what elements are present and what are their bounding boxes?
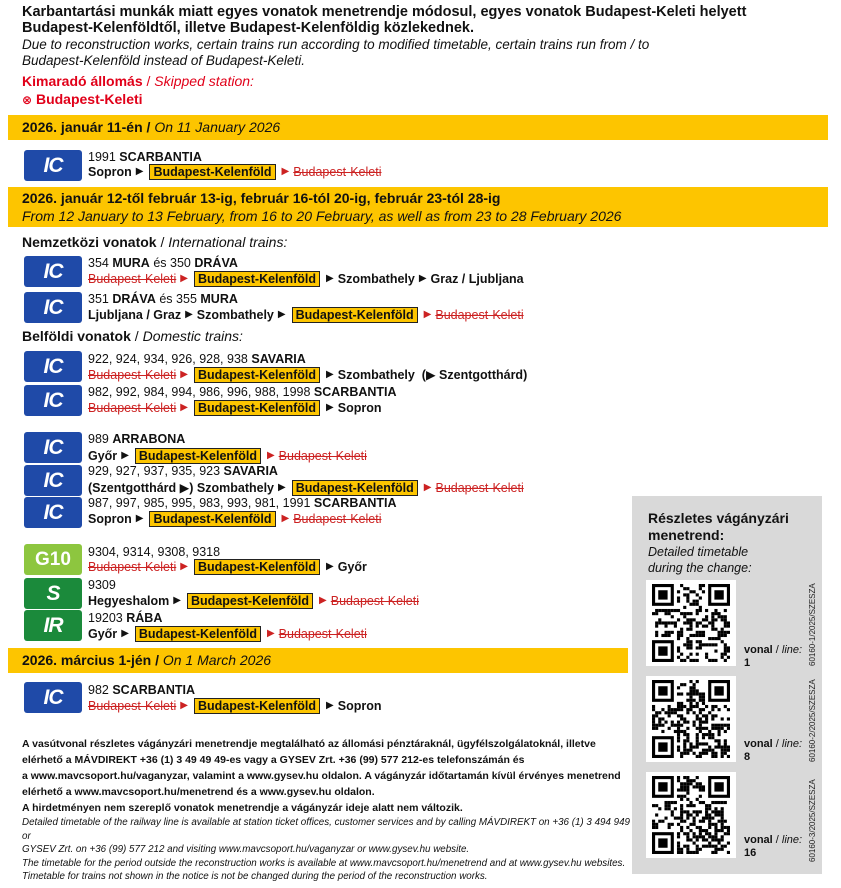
train-12-route xyxy=(88,698,381,714)
train-3-number xyxy=(88,292,238,306)
station-kelenfold: Budapest-Kelenföld xyxy=(135,448,261,464)
train-4-num: 922, 924, 934, 926, 928, 938 xyxy=(88,352,248,366)
intl-sep: / xyxy=(156,234,169,250)
header-en-line1: Due to reconstruction works, certain trains run according to modified timetable, certain trains run from / to xyxy=(22,37,650,52)
qr-code-line-16[interactable] xyxy=(646,772,736,858)
line-number: 16 xyxy=(744,847,757,859)
train-3-num: 351 xyxy=(88,292,109,306)
station-keleti-skipped: Budapest-Keleti xyxy=(278,627,367,641)
train-6-route xyxy=(88,448,367,464)
train-4-number xyxy=(88,352,306,366)
train-12-number xyxy=(88,683,195,697)
train-8-name: SCARBANTIA xyxy=(313,496,397,510)
train-7-num: 929, 927, 937, 935, 923 xyxy=(88,464,221,478)
sidebar-title-1: Részletes vágányzári xyxy=(648,510,789,526)
arrow-icon: ▶ xyxy=(121,628,129,639)
section-mar1-en: On 1 March 2026 xyxy=(162,652,272,668)
ic-logo: IC xyxy=(24,465,82,496)
arrow-icon: ▶ xyxy=(319,595,327,606)
station-keleti-skipped: Budapest-Keleti xyxy=(435,308,524,322)
train-2-num: 354 xyxy=(88,256,109,270)
station-kelenfold: Budapest-Kelenföld xyxy=(149,511,275,527)
qr-label-1 xyxy=(744,644,802,670)
train-10-route xyxy=(88,593,419,609)
qr-code-line-1[interactable] xyxy=(646,580,736,666)
train-3-name2: MURA xyxy=(200,292,238,306)
dom-en: Domestic trains: xyxy=(142,328,243,344)
station: Sopron xyxy=(88,512,132,526)
qr-label-8 xyxy=(744,738,802,764)
g10-logo: G10 xyxy=(24,544,82,575)
arrow-icon: ▶ xyxy=(180,561,188,572)
section-mar1-sep: / xyxy=(151,652,163,668)
arrow-icon: ▶ xyxy=(180,369,188,380)
arrow-icon: ▶ xyxy=(281,166,290,177)
train-1-num: 1991 xyxy=(88,150,116,164)
arrow-icon: ▶ xyxy=(277,309,286,320)
train-1-number xyxy=(88,150,202,164)
station-keleti-skipped: Budapest-Keleti xyxy=(293,165,382,179)
train-5-name: SCARBANTIA xyxy=(313,385,397,399)
line-number: 1 xyxy=(744,657,751,669)
station: Szombathely xyxy=(337,368,415,382)
timetable-sidebar xyxy=(632,496,822,874)
section-jan11 xyxy=(8,115,828,140)
arrow-icon: ▶ xyxy=(266,450,275,461)
arrow-icon: ▶ xyxy=(180,700,188,711)
notes xyxy=(22,736,632,884)
train-7-number xyxy=(88,464,278,478)
intl-heading xyxy=(22,234,287,250)
section-mar1 xyxy=(8,648,628,673)
header-en-line2: Budapest-Kelenföld instead of Budapest-Keleti. xyxy=(22,53,305,68)
station: Hegyeshalom xyxy=(88,594,170,608)
qr-code-icon xyxy=(650,680,732,758)
sidebar-title-2: menetrend: xyxy=(648,527,725,543)
dom-heading xyxy=(22,328,243,344)
train-5-route xyxy=(88,400,381,416)
train-7-name: SAVARIA xyxy=(223,464,278,478)
train-3-name: DRÁVA xyxy=(112,292,156,306)
vonal-sep: / xyxy=(772,644,782,656)
arrow-icon: ▶ xyxy=(135,166,144,177)
ic-logo: IC xyxy=(24,256,82,287)
train-2-name2: DRÁVA xyxy=(194,256,238,270)
vonal-en: line: xyxy=(781,738,803,750)
train-1-route xyxy=(88,164,381,180)
train-6-num: 989 xyxy=(88,432,109,446)
note-en-1: Detailed timetable of the railway line is available at station ticket offices, customer services and by calling MÁVDIREKT on +36 (1) 3 494 949 or xyxy=(22,817,630,842)
train-12-num: 982 xyxy=(88,683,109,697)
sidebar-sub-1: Detailed timetable xyxy=(648,545,749,559)
note-en-4: Timetable for trains not shown in the notice is not be changed during the period of the reconstruction works. xyxy=(22,871,488,882)
station: (▶ Szentgotthárd) xyxy=(421,368,528,382)
arrow-icon: ▶ xyxy=(135,513,144,524)
section-period-en: From 12 January to 13 February, from 16 to 20 February, as well as from 23 to 28 February 2026 xyxy=(22,208,622,224)
qr-code-icon xyxy=(650,584,732,662)
station: Győr xyxy=(337,560,367,574)
station-kelenfold: Budapest-Kelenföld xyxy=(194,698,320,714)
station-keleti-skipped: Budapest-Keleti xyxy=(293,512,382,526)
dom-hu: Belföldi vonatok xyxy=(22,328,131,344)
train-2-route xyxy=(88,271,524,287)
vonal-hu: vonal xyxy=(744,834,773,846)
train-6-name: ARRABONA xyxy=(112,432,186,446)
arrow-icon: ▶ xyxy=(278,482,286,493)
and-word: és xyxy=(159,292,173,306)
skipped-en: Skipped station: xyxy=(154,73,254,89)
skipped-label xyxy=(22,73,254,89)
ic-logo: IC xyxy=(24,351,82,382)
station-kelenfold: Budapest-Kelenföld xyxy=(194,367,320,383)
arrow-icon: ▶ xyxy=(423,482,432,493)
station-keleti-skipped: Budapest-Keleti xyxy=(88,401,177,415)
station-kelenfold: Budapest-Kelenföld xyxy=(135,626,261,642)
train-12-name: SCARBANTIA xyxy=(112,683,195,697)
station-keleti-skipped: Budapest-Keleti xyxy=(88,560,177,574)
train-3-num2: 355 xyxy=(176,292,197,306)
arrow-icon: ▶ xyxy=(326,273,334,284)
sidebar-sub-2: during the change: xyxy=(648,561,752,575)
train-9-number xyxy=(88,545,220,559)
station-keleti-skipped: Budapest-Keleti xyxy=(88,699,177,713)
ic-logo: IC xyxy=(24,385,82,416)
arrow-icon: ▶ xyxy=(180,402,188,413)
train-5-num: 982, 992, 984, 994, 986, 996, 988, 1998 xyxy=(88,385,311,399)
train-1-name: SCARBANTIA xyxy=(119,150,202,164)
section-jan11-sep: / xyxy=(142,119,155,135)
section-period-hu: 2026. január 12-től február 13-ig, február 16-tól 20-ig, február 23-tól 28-ig xyxy=(22,190,501,206)
arrow-icon: ▶ xyxy=(326,561,334,572)
ic-logo: IC xyxy=(24,292,82,323)
arrow-icon: ▶ xyxy=(173,595,181,606)
train-4-route xyxy=(88,367,527,383)
station-kelenfold: Budapest-Kelenföld xyxy=(194,400,320,416)
station: Szombathely xyxy=(337,272,415,286)
train-6-number xyxy=(88,432,185,446)
station-keleti-skipped: Budapest-Keleti xyxy=(435,481,524,495)
train-10-number xyxy=(88,578,116,592)
qr-code-icon xyxy=(650,776,732,854)
note-hu-2: elérhető a MÁVDIREKT +36 (1) 3 49 49 49-es vagy a GYSEV Zrt. +36 (99) 577 212-es telefonszámán és xyxy=(22,754,525,766)
qr-label-16 xyxy=(744,834,802,860)
vonal-sep: / xyxy=(772,834,782,846)
vonal-hu: vonal xyxy=(744,644,773,656)
section-jan11-en: On 11 January 2026 xyxy=(154,119,281,135)
ic-logo: IC xyxy=(24,432,82,463)
sidebar-subtitle xyxy=(648,544,752,576)
station: Ljubljana / Graz xyxy=(88,308,182,322)
station-kelenfold: Budapest-Kelenföld xyxy=(187,593,313,609)
note-hu-4: elérhető a www.mavcsoport.hu/menetrend és a www.gysev.hu oldalon. xyxy=(22,786,375,798)
arrow-icon: ▶ xyxy=(418,273,427,284)
doc-code-3: 60160-3/2025/SZESZA xyxy=(808,779,817,862)
note-hu-3: a www.mavcsoport.hu/vaganyzar, valamint a www.gysev.hu oldalon. A vágányzár időtartamán kívül érvényes menetrend xyxy=(22,770,621,782)
note-en-3: The timetable for the period outside the reconstruction works is available at www.mavcsoport.hu/menetrend and at www.gysev.hu websites. xyxy=(22,857,626,869)
vonal-en: line: xyxy=(781,834,803,846)
station-kelenfold: Budapest-Kelenföld xyxy=(292,480,418,496)
sidebar-title xyxy=(648,510,789,544)
note-hu-5: A hirdetményen nem szereplő vonatok menetrendje a vágányzár ideje alatt nem változik. xyxy=(22,802,463,814)
station: Győr xyxy=(88,449,118,463)
train-8-num: 987, 997, 985, 995, 983, 993, 981, 1991 xyxy=(88,496,311,510)
skipped-station-name: Budapest-Keleti xyxy=(35,91,143,107)
skipped-hu: Kimaradó állomás xyxy=(22,73,143,89)
station-kelenfold: Budapest-Kelenföld xyxy=(194,559,320,575)
skipped-station-icon: ⊗ xyxy=(22,93,33,107)
header-hu-line1: Karbantartási munkák miatt egyes vonatok menetrendje módosul, egyes vonatok Budapest-Keleti helyett xyxy=(22,4,747,20)
train-5-number xyxy=(88,385,397,399)
arrow-icon: ▶ xyxy=(281,513,290,524)
station: Szombathely xyxy=(196,308,274,322)
station-keleti-skipped: Budapest-Keleti xyxy=(88,272,177,286)
train-9-route xyxy=(88,559,367,575)
section-mar1-hu: 2026. március 1-jén xyxy=(22,652,152,668)
station-kelenfold: Budapest-Kelenföld xyxy=(194,271,320,287)
dom-sep: / xyxy=(130,328,143,344)
station-keleti-skipped: Budapest-Keleti xyxy=(330,594,420,608)
arrow-icon: ▶ xyxy=(266,628,275,639)
section-period xyxy=(8,187,828,227)
station: Graz / Ljubljana xyxy=(430,272,524,286)
station: Sopron xyxy=(337,699,382,713)
station-kelenfold: Budapest-Kelenföld xyxy=(149,164,275,180)
station: Sopron xyxy=(88,165,132,179)
train-3-route xyxy=(88,307,524,323)
section-jan11-hu: 2026. január 11-én xyxy=(22,119,143,135)
ic-logo: IC xyxy=(24,150,82,181)
station: Sopron xyxy=(337,401,382,415)
intl-en: International trains: xyxy=(168,234,288,250)
qr-code-line-8[interactable] xyxy=(646,676,736,762)
station-keleti-skipped: Budapest-Keleti xyxy=(88,368,177,382)
and-word: és xyxy=(153,256,167,270)
station: Győr xyxy=(88,627,118,641)
train-8-number xyxy=(88,496,397,510)
arrow-icon: ▶ xyxy=(326,369,334,380)
train-2-name: MURA xyxy=(112,256,150,270)
intl-hu: Nemzetközi vonatok xyxy=(22,234,157,250)
arrow-icon: ▶ xyxy=(326,700,334,711)
doc-code-1: 60160-1/2025/SZESZA xyxy=(808,583,817,666)
station-keleti-skipped: Budapest-Keleti xyxy=(278,449,367,463)
line-number: 8 xyxy=(744,751,751,763)
train-11-num: 19203 xyxy=(88,611,123,625)
vonal-en: line: xyxy=(781,644,803,656)
ic-logo: IC xyxy=(24,682,82,713)
vonal-hu: vonal xyxy=(744,738,773,750)
header-hu-line2: Budapest-Kelenföldtől, illetve Budapest-Kelenföldig közlekednek. xyxy=(22,20,474,36)
train-2-num2: 350 xyxy=(170,256,191,270)
ic-logo: IC xyxy=(24,497,82,528)
doc-code-2: 60160-2/2025/SZESZA xyxy=(808,679,817,762)
arrow-icon: ▶ xyxy=(121,450,129,461)
arrow-icon: ▶ xyxy=(423,309,432,320)
train-8-route xyxy=(88,511,381,527)
train-9-num: 9304, 9314, 9308, 9318 xyxy=(88,545,221,559)
vonal-sep: / xyxy=(772,738,782,750)
train-10-num: 9309 xyxy=(88,578,116,592)
train-7-route xyxy=(88,480,524,496)
station: (Szentgotthárd ▶) Szombathely xyxy=(88,481,275,495)
arrow-icon: ▶ xyxy=(180,273,188,284)
train-2-number xyxy=(88,256,238,270)
train-11-route xyxy=(88,626,367,642)
arrow-icon: ▶ xyxy=(185,309,193,320)
train-11-name: RÁBA xyxy=(126,611,163,625)
arrow-icon: ▶ xyxy=(326,402,334,413)
ir-logo: IR xyxy=(24,610,82,641)
train-4-name: SAVARIA xyxy=(251,352,306,366)
s-logo: S xyxy=(24,578,82,609)
train-11-number xyxy=(88,611,162,625)
skipped-station xyxy=(22,91,143,107)
note-hu-1: A vasútvonal részletes vágányzári menetrendje megtalálható az állomási pénztáraknál, ügyfélszolgálatoknál, illetve xyxy=(22,738,596,750)
station-kelenfold: Budapest-Kelenföld xyxy=(292,307,418,323)
skipped-sep: / xyxy=(142,73,155,89)
note-en-2: GYSEV Zrt. on +36 (99) 577 212 and visiting www.mavcsoport.hu/vaganyzar or www.gysev.hu website. xyxy=(22,844,470,855)
